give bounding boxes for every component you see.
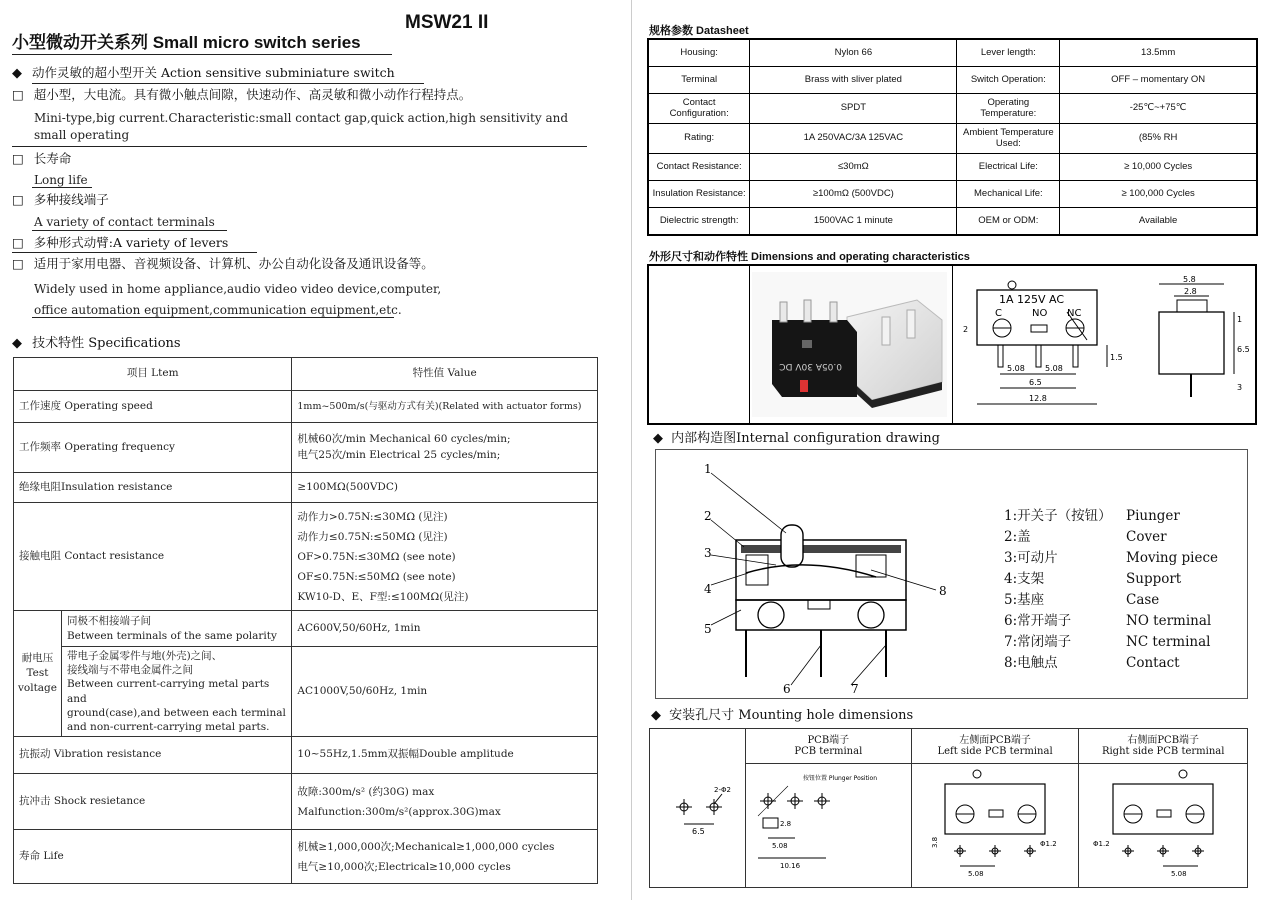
legend-en: Support <box>1126 571 1182 587</box>
dim-label: 5.08 <box>772 842 788 850</box>
dim-label: 2.8 <box>780 820 792 828</box>
legend-item <box>1004 548 1218 569</box>
feature-2-zh: 长寿命 <box>33 151 72 166</box>
feature-2-en: Long life <box>34 172 88 187</box>
header-en: PCB terminal <box>794 746 863 757</box>
mounting-drawing-d <box>1083 766 1243 881</box>
feature-5 <box>12 256 612 321</box>
panel-divider <box>749 266 750 423</box>
spec-value <box>292 423 598 473</box>
header-en: Left side PCB terminal <box>937 746 1053 757</box>
legend-zh: 3:可动片 <box>1004 550 1058 566</box>
table-row <box>648 94 1257 124</box>
panel-divider <box>952 266 953 423</box>
table-row <box>648 67 1257 94</box>
spec-value-line: 机械60次/min Mechanical 60 cycles/min; <box>297 433 511 446</box>
feature-3-rule <box>32 230 227 231</box>
checkbox-icon: □ <box>12 151 24 166</box>
plunger-note: 按钮位置 Plunger Position <box>803 775 878 782</box>
sublabel-line: 带电子金属零件与地(外壳)之间、 <box>66 650 223 662</box>
dimensions-title: 外形尺寸和动作特性 Dimensions and operating characteristics <box>649 251 970 263</box>
internal-title <box>653 427 940 446</box>
spec-value-line: 电气≥10,000次;Electrical≥10,000 cycles <box>297 860 511 873</box>
spec-value-line: 动作力>0.75N:≤30MΩ (见注) <box>297 510 448 523</box>
mounting-cell-a <box>650 729 746 888</box>
table-row <box>14 774 598 830</box>
callout-5: 5 <box>704 622 712 636</box>
datasheet-value: Available <box>1060 208 1257 236</box>
pin-no: NO <box>1032 308 1048 319</box>
spec-value <box>292 830 598 884</box>
dim-label: 10.16 <box>780 862 801 870</box>
headline-text: 动作灵敏的超小型开关 Action sensitive subminiature switch <box>31 65 395 80</box>
legend-en: Moving piece <box>1126 550 1219 566</box>
test-voltage-en-a: Test <box>26 666 49 679</box>
feature-5-en-b: office automation equipment,communication equipment,etc. <box>34 302 402 317</box>
legend-zh: 1:开关子（按钮） <box>1004 508 1112 524</box>
sublabel-en: Between terminals of the same polarity <box>66 629 277 642</box>
datasheet-value: ≤30mΩ <box>750 154 957 181</box>
legend-en: Piunger <box>1126 508 1180 524</box>
dim-label: 6.5 <box>692 826 706 836</box>
mounting-header-2 <box>911 729 1079 764</box>
pin-c: C <box>995 308 1002 319</box>
callout-8: 8 <box>939 584 947 598</box>
dim-label: 3.8 <box>931 836 940 848</box>
legend-en: NC terminal <box>1126 634 1211 650</box>
datasheet-label: Insulation Resistance: <box>648 181 750 208</box>
datasheet-label: Lever length: <box>957 39 1060 67</box>
dim-label: 5.8 <box>1183 275 1196 284</box>
legend-zh: 7:常闭端子 <box>1004 634 1072 650</box>
legend-en: Contact <box>1126 655 1180 671</box>
dim-label: 5.08 <box>1171 870 1187 878</box>
callout-4: 4 <box>704 582 712 596</box>
mounting-cell-d <box>1079 764 1248 888</box>
feature-5-zh: 适用于家用电器、音视频设备、计算机、办公自动化设备及通讯设备等。 <box>33 256 434 271</box>
legend-item <box>1004 569 1218 590</box>
feature-5-rule <box>32 317 394 318</box>
legend-zh: 2:盖 <box>1004 529 1031 545</box>
spec-label: 工作频率 Operating frequency <box>14 423 292 473</box>
mounting-drawing-b <box>748 766 908 881</box>
spec-value-line: 机械≥1,000,000次;Mechanical≥1,000,000 cycles <box>297 840 555 853</box>
side-view-drawing <box>1139 272 1254 417</box>
dim-label: 3 <box>1237 383 1243 392</box>
table-row <box>14 391 598 423</box>
sublabel-line: ground(case),and between each terminal <box>66 706 286 719</box>
table-row <box>14 423 598 473</box>
parts-legend <box>1004 506 1218 674</box>
internal-title-text: 内部构造图Internal configuration drawing <box>671 431 940 446</box>
dimensions-panel <box>647 264 1257 425</box>
product-photo <box>752 272 947 417</box>
datasheet-value: 13.5mm <box>1060 39 1257 67</box>
table-row <box>14 473 598 503</box>
spec-header-value: 特性值 Value <box>292 358 598 391</box>
mounting-drawing-a <box>652 762 742 852</box>
legend-zh: 8:电触点 <box>1004 655 1058 671</box>
spec-title <box>12 332 181 351</box>
feature-4-zh: 多种形式动臂:A variety of levers <box>33 235 229 250</box>
datasheet-label: Mechanical Life: <box>957 181 1060 208</box>
feature-1-zh: 超小型，大电流。具有微小触点间隙，快速动作、高灵敏和微小动作行程持点。 <box>33 87 472 102</box>
dim-label: 5.08 <box>968 870 984 878</box>
mounting-cell-b <box>745 764 911 888</box>
legend-zh: 5:基座 <box>1004 592 1045 608</box>
feature-3-zh: 多种接线端子 <box>33 192 109 207</box>
spec-value-line: OF≤0.75N:≤50MΩ (see note) <box>297 570 456 583</box>
legend-item <box>1004 632 1218 653</box>
spec-label: 接触电阻 Contact resistance <box>14 503 292 611</box>
dim-label: Φ1.2 <box>1040 840 1057 848</box>
dim-label: 5.08 <box>1045 364 1063 373</box>
dim-label: 6.5 <box>1237 345 1250 354</box>
feature-1-rule <box>12 146 587 147</box>
spec-title-text: 技术特性 Specifications <box>32 336 181 351</box>
table-row <box>14 611 598 647</box>
header-en: Right side PCB terminal <box>1101 746 1225 757</box>
dim-label: 6.5 <box>1029 378 1042 387</box>
spec-value: 10~55Hz,1.5mm双振幅Double amplitude <box>292 737 598 774</box>
datasheet-label: Electrical Life: <box>957 154 1060 181</box>
spec-value <box>292 774 598 830</box>
datasheet-value: -25℃~+75℃ <box>1060 94 1257 124</box>
datasheet-label: Ambient Temperature Used: <box>957 124 1060 154</box>
checkbox-icon: □ <box>12 192 24 207</box>
spec-value-line: KW10-D、E、F型:≤100MΩ(见注) <box>297 590 469 603</box>
datasheet-label: Terminal <box>648 67 750 94</box>
spec-value-line: 故障:300m/s² (约30G) max <box>297 785 435 798</box>
legend-zh: 4:支架 <box>1004 571 1045 587</box>
datasheet-value: ≥ 10,000 Cycles <box>1060 154 1257 181</box>
legend-zh: 6:常开端子 <box>1004 613 1072 629</box>
title-underline <box>12 54 392 55</box>
test-voltage-zh: 耐电压 <box>21 651 54 664</box>
table-row <box>648 181 1257 208</box>
datasheet-label: OEM or ODM: <box>957 208 1060 236</box>
feature-5-en-a: Widely used in home appliance,audio video video device,computer, <box>34 281 442 296</box>
datasheet-label: Switch Operation: <box>957 67 1060 94</box>
spec-label: 工作速度 Operating speed <box>14 391 292 423</box>
spec-label: 抗振动 Vibration resistance <box>14 737 292 774</box>
spec-value-line: OF>0.75N:≤30MΩ (see note) <box>297 550 456 563</box>
internal-drawing <box>686 455 986 695</box>
feature-1-en-a: Mini-type,big current.Characteristic:small contact gap,quick action,high sensitivity and <box>34 110 569 125</box>
feature-4-rule <box>12 252 257 253</box>
datasheet-value: 1A 250VAC/3A 125VAC <box>750 124 957 154</box>
diamond-icon: ◆ <box>653 431 663 446</box>
spec-value-line: 动作力≤0.75N:≤50MΩ (见注) <box>297 530 448 543</box>
spec-value: AC600V,50/60Hz, 1min <box>292 611 598 647</box>
legend-en: Cover <box>1126 529 1167 545</box>
callout-2: 2 <box>704 509 712 523</box>
callout-1: 1 <box>704 462 712 476</box>
datasheet-value: (85% RH <box>1060 124 1257 154</box>
spec-value-line: 电气25次/min Electrical 25 cycles/min; <box>297 448 501 461</box>
datasheet-value: SPDT <box>750 94 957 124</box>
dim-label: 2-Φ2 <box>714 785 732 794</box>
mounting-table <box>649 728 1248 888</box>
spec-value-line: Malfunction:300m/s²(approx.30G)max <box>297 805 501 818</box>
legend-item <box>1004 527 1218 548</box>
datasheet-table <box>647 38 1258 236</box>
table-row <box>648 39 1257 67</box>
page-divider <box>631 0 632 900</box>
datasheet-value: ≥ 100,000 Cycles <box>1060 181 1257 208</box>
spec-label: 抗冲击 Shock resietance <box>14 774 292 830</box>
legend-en: Case <box>1126 592 1160 608</box>
table-row <box>650 729 1248 764</box>
sublabel-line: Between current-carrying metal parts and <box>66 678 270 705</box>
datasheet-value: Brass with sliver plated <box>750 67 957 94</box>
sublabel-line: 接线端与不带电金属件之间 <box>66 664 193 677</box>
mounting-title <box>651 704 913 723</box>
legend-item <box>1004 506 1218 527</box>
front-view-drawing <box>957 270 1132 420</box>
callout-3: 3 <box>704 546 712 560</box>
sublabel-zh: 同极不相接端子间 <box>66 615 151 628</box>
sublabel-line: and non-current-carrying metal parts. <box>66 720 270 733</box>
feature-2 <box>12 151 88 188</box>
legend-item <box>1004 590 1218 611</box>
headline <box>12 65 395 83</box>
checkbox-icon: □ <box>12 87 24 102</box>
dim-label: 12.8 <box>1029 394 1047 403</box>
feature-2-rule <box>32 187 92 188</box>
internal-panel <box>655 449 1248 699</box>
feature-3 <box>12 192 215 230</box>
spec-sublabel <box>61 611 291 647</box>
datasheet-label: Housing: <box>648 39 750 67</box>
callout-6: 6 <box>783 682 791 695</box>
table-row <box>648 154 1257 181</box>
callout-7: 7 <box>851 682 859 695</box>
spec-value: 1mm~500m/s(与驱动方式有关)(Related with actuator forms) <box>292 391 598 423</box>
series-title: 小型微动开关系列 Small micro switch series <box>12 33 361 52</box>
datasheet-label: Contact Configuration: <box>648 94 750 124</box>
datasheet-label: Contact Resistance: <box>648 154 750 181</box>
datasheet-label: Dielectric strength: <box>648 208 750 236</box>
header-zh: PCB端子 <box>807 735 850 746</box>
datasheet-value: Nylon 66 <box>750 39 957 67</box>
spec-value: ≥100MΩ(500VDC) <box>292 473 598 503</box>
table-row <box>14 503 598 611</box>
photo-label: 0.05A 30V DC <box>779 361 842 371</box>
dim-label: 2 <box>963 325 969 334</box>
spec-label: 绝缘电阻Insulation resistance <box>14 473 292 503</box>
legend-item <box>1004 653 1218 674</box>
mounting-header-3 <box>1079 729 1248 764</box>
table-row <box>648 208 1257 236</box>
dim-label: 5.08 <box>1007 364 1025 373</box>
table-row <box>14 358 598 391</box>
test-voltage-label <box>14 611 62 737</box>
header-zh: 右侧面PCB端子 <box>1127 735 1200 746</box>
mounting-header-1 <box>745 729 911 764</box>
spec-value <box>292 503 598 611</box>
mounting-title-text: 安装孔尺寸 Mounting hole dimensions <box>669 708 914 723</box>
dim-label: Φ1.2 <box>1093 840 1110 848</box>
header-zh: 左侧面PCB端子 <box>959 735 1031 746</box>
test-voltage-en-b: voltage <box>17 682 57 695</box>
datasheet-title: 规格参数 Datasheet <box>649 25 749 37</box>
datasheet-label: Rating: <box>648 124 750 154</box>
spec-sublabel <box>61 647 291 737</box>
diamond-icon: ◆ <box>651 708 661 723</box>
rating-text: 1A 125V AC <box>999 293 1065 306</box>
datasheet-value: ≥100mΩ (500VDC) <box>750 181 957 208</box>
legend-item <box>1004 611 1218 632</box>
datasheet-value: OFF – momentary ON <box>1060 67 1257 94</box>
spec-value: AC1000V,50/60Hz, 1min <box>292 647 598 737</box>
feature-1 <box>12 87 612 144</box>
legend-en: NO terminal <box>1126 613 1212 629</box>
spec-header-item: 项目 Ltem <box>14 358 292 391</box>
table-row <box>14 830 598 884</box>
headline-underline <box>32 83 424 84</box>
diamond-icon: ◆ <box>12 336 22 351</box>
datasheet-label: Operating Temperature: <box>957 94 1060 124</box>
dim-label: 2.8 <box>1184 287 1197 296</box>
model-title: MSW21 II <box>405 12 489 33</box>
table-row <box>648 124 1257 154</box>
feature-3-en: A variety of contact terminals <box>34 214 215 229</box>
dim-label: 1.5 <box>1110 353 1123 362</box>
diamond-icon: ◆ <box>12 66 22 81</box>
mounting-drawing-c <box>915 766 1075 881</box>
checkbox-icon: □ <box>12 235 24 250</box>
feature-4 <box>12 235 228 252</box>
table-row <box>14 647 598 737</box>
spec-table <box>13 357 598 884</box>
spec-label: 寿命 Life <box>14 830 292 884</box>
feature-1-en-b: small operating <box>34 127 130 142</box>
table-row <box>14 737 598 774</box>
mounting-cell-c <box>911 764 1079 888</box>
checkbox-icon: □ <box>12 256 24 271</box>
pin-nc: NC <box>1067 308 1082 319</box>
datasheet-value: 1500VAC 1 minute <box>750 208 957 236</box>
dim-label: 1 <box>1237 315 1243 324</box>
